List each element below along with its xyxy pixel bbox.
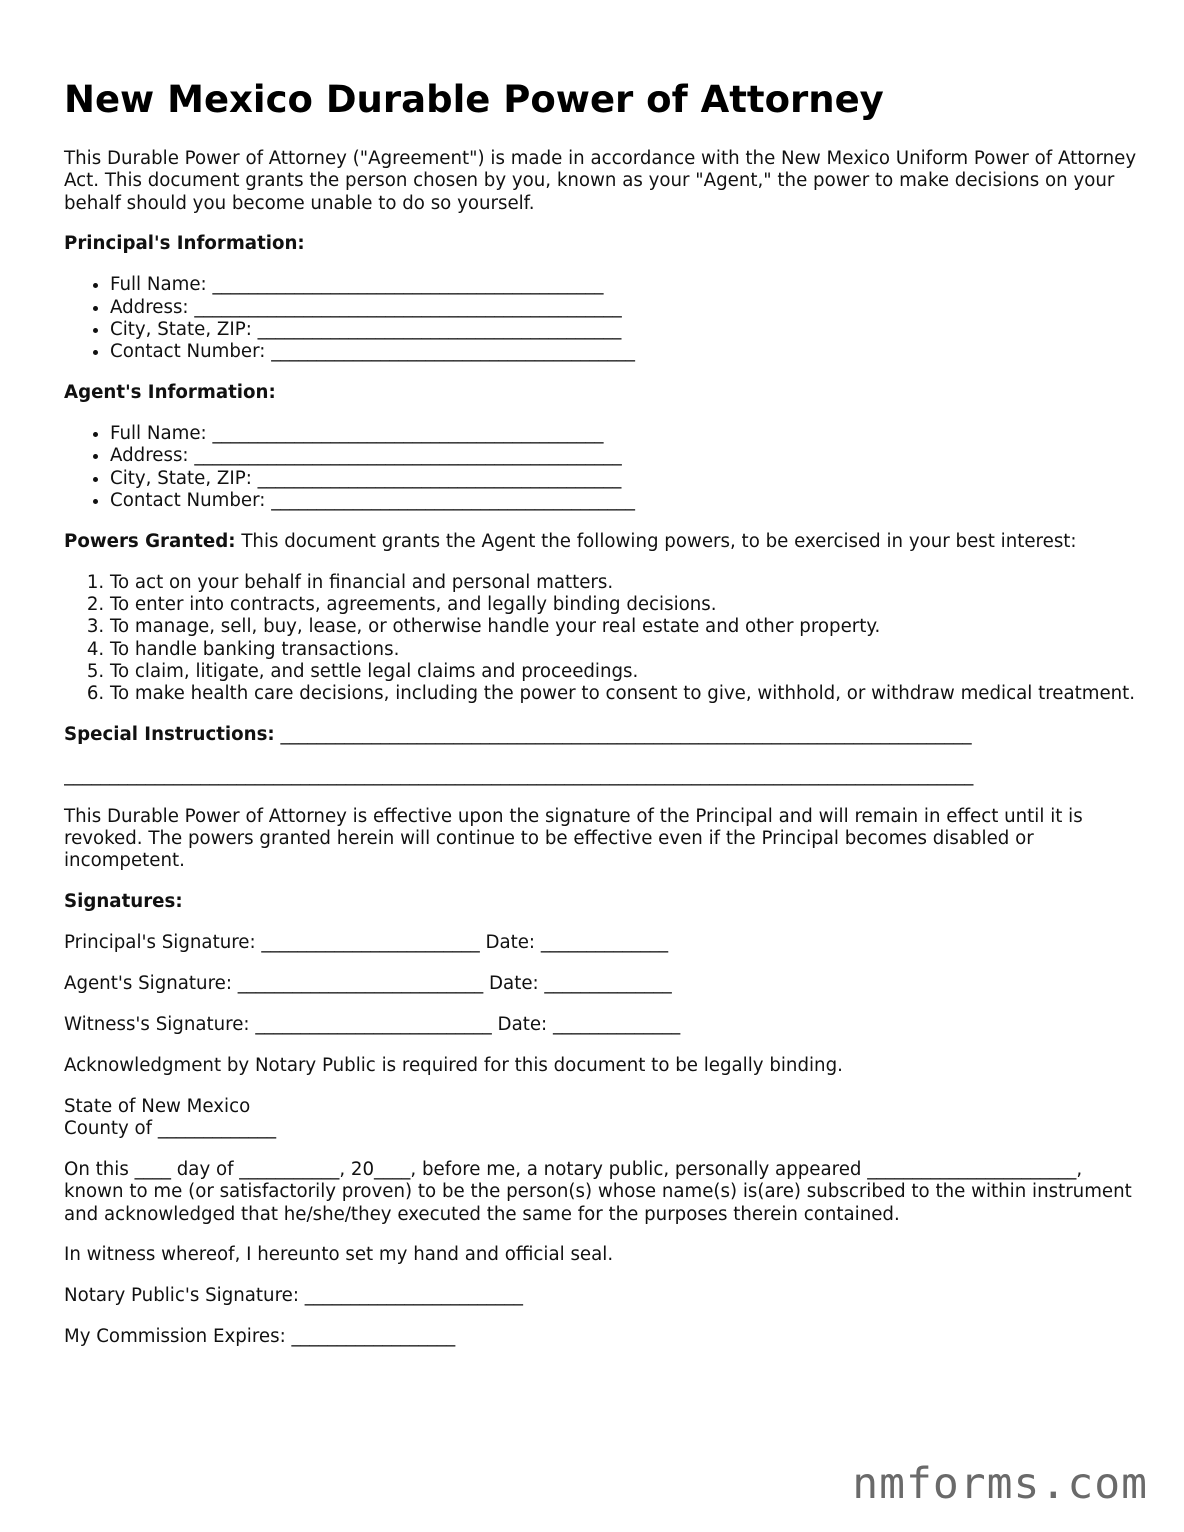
notary-witness-whereof: In witness whereof, I hereunto set my hand and official seal. (64, 1244, 614, 1266)
witness-signature-line: Witness's Signature: __________________________ Date: ______________ (64, 1014, 681, 1036)
powers-granted-intro: This document grants the Agent the following powers, to be exercised in your best interest: (235, 530, 1077, 552)
special-instructions-line (64, 724, 1144, 746)
principal-full-name-field: • Full Name: ___________________________________________ (110, 274, 1144, 296)
powers-list (64, 572, 1144, 706)
agent-heading: Agent's Information: (64, 382, 276, 404)
notary-state: State of New Mexico (64, 1095, 251, 1117)
notary-requirement: Acknowledgment by Notary Public is required for this document to be legally binding. (64, 1054, 843, 1076)
principal-contact-number-field: • Contact Number: ________________________________________ (110, 341, 1144, 363)
principal-heading: Principal's Information: (64, 233, 305, 255)
principal-address-field: • Address: _______________________________________________ (110, 297, 1144, 319)
special-instructions-blank-line: ____________________________________________________________________________________________________ (64, 764, 974, 786)
agent-contact-number-field: • Contact Number: ________________________________________ (110, 490, 1144, 512)
notary-venue (64, 1096, 1144, 1141)
power-item: 5. To claim, litigate, and settle legal claims and proceedings. (110, 661, 1144, 683)
agent-full-name-field: • Full Name: ___________________________________________ (110, 423, 1144, 445)
notary-county: County of _____________ (64, 1118, 277, 1140)
power-item: 2. To enter into contracts, agreements, and legally binding decisions. (110, 594, 1144, 616)
power-item: 6. To make health care decisions, including the power to consent to give, withhold, or withdraw medical treatment. (110, 683, 1144, 705)
document-title: New Mexico Durable Power of Attorney (64, 78, 884, 121)
special-instructions-blank: ____________________________________________________________________________ (274, 724, 972, 746)
agent-fields (64, 423, 1144, 512)
power-item: 4. To handle banking transactions. (110, 639, 1144, 661)
principal-signature-line: Principal's Signature: ________________________ Date: ______________ (64, 932, 669, 954)
agent-city-state-zip-field: • City, State, ZIP: ________________________________________ (110, 468, 1144, 490)
signatures-heading: Signatures: (64, 891, 183, 913)
effective-paragraph: This Durable Power of Attorney is effective upon the signature of the Principal and will remain in effect until it is revoked. The powers granted herein will continue to be effective even if the Principal becomes disabled or incompetent. (64, 805, 1083, 872)
intro-paragraph: This Durable Power of Attorney ("Agreement") is made in accordance with the New Mexico Uniform Power of Attorney Act. This document grants the person chosen by you, known as your "Agent," the power to make decisions on your behalf should you become unable to do so yourself. (64, 148, 1137, 214)
agent-address-field: • Address: _______________________________________________ (110, 445, 1144, 467)
power-item: 1. To act on your behalf in financial and personal matters. (110, 572, 1144, 594)
power-item: 3. To manage, sell, buy, lease, or otherwise handle your real estate and other property. (110, 616, 1144, 638)
principal-fields (64, 274, 1144, 363)
commission-expires-line: My Commission Expires: __________________ (64, 1326, 456, 1348)
powers-granted-heading: Powers Granted: (64, 530, 236, 552)
notary-signature-line: Notary Public's Signature: ________________________ (64, 1285, 524, 1307)
document-page (64, 78, 1144, 1367)
special-instructions-heading: Special Instructions: (64, 724, 275, 746)
principal-city-state-zip-field: • City, State, ZIP: ________________________________________ (110, 319, 1144, 341)
powers-granted-paragraph (64, 531, 1144, 553)
site-watermark: nmforms.com (852, 1459, 1148, 1509)
agent-signature-line: Agent's Signature: ___________________________ Date: ______________ (64, 973, 672, 995)
notary-acknowledgment: On this ____ day of ___________, 20____, before me, a notary public, personally appeared _______________________, known to me (or satisfactorily proven) to be the person(s) whose name(s) is(are) subscribed to the within instrument and acknowledged that he/she/they executed the same for the purposes therein contained. (64, 1159, 1132, 1225)
